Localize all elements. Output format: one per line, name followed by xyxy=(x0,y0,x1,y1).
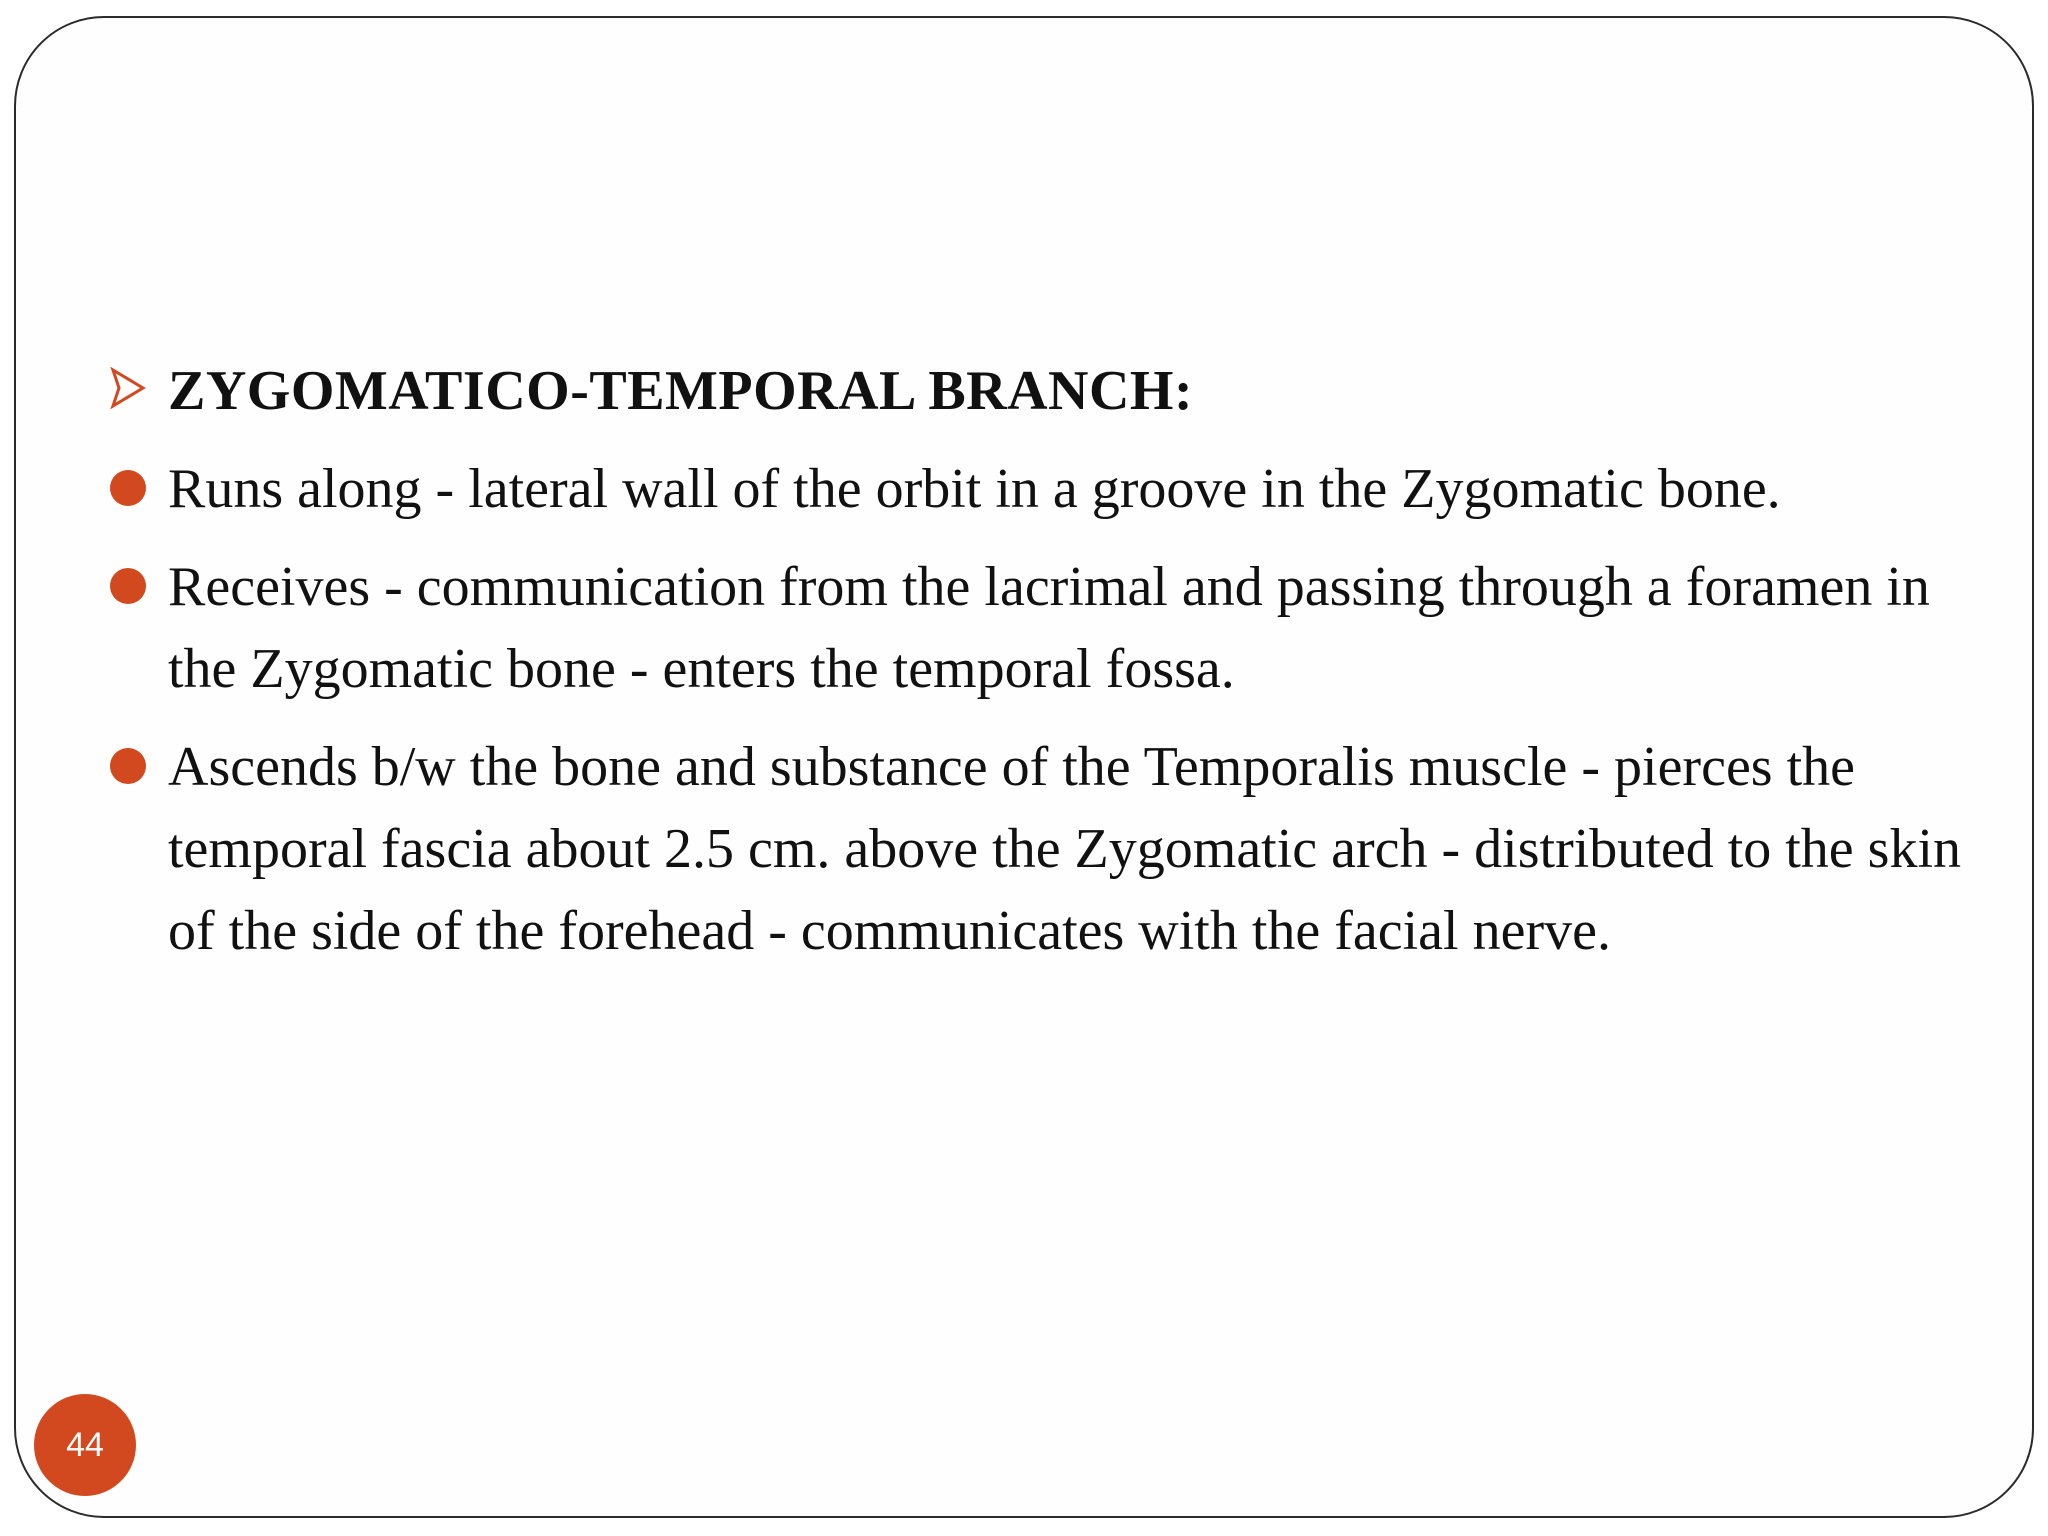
arrow-right-outline-icon xyxy=(110,366,146,410)
slide-content xyxy=(110,350,1990,988)
bullet-item xyxy=(110,726,1990,972)
heading-row xyxy=(110,350,1990,432)
bullet-item xyxy=(110,546,1990,710)
bullet-dot-icon xyxy=(110,568,146,604)
bullet-text: Ascends b/w the bone and substance of the Temporalis muscle - pierces the temporal fascia about 2.5 cm. above the Zygomatic arch - distributed to the skin of the side of the forehead - communicates with the facial nerve. xyxy=(168,736,1962,962)
bullet-dot-icon xyxy=(110,470,146,506)
bullet-item xyxy=(110,448,1990,530)
bullet-text: Runs along - lateral wall of the orbit in a groove in the Zygomatic bone. xyxy=(168,458,1781,520)
page-number-badge: 44 xyxy=(34,1394,136,1496)
slide-heading: ZYGOMATICO-TEMPORAL BRANCH: xyxy=(168,360,1194,422)
bullet-text: Receives - communication from the lacrimal and passing through a foramen in the Zygomatic bone - enters the temporal fossa. xyxy=(168,556,1930,700)
bullet-dot-icon xyxy=(110,748,146,784)
